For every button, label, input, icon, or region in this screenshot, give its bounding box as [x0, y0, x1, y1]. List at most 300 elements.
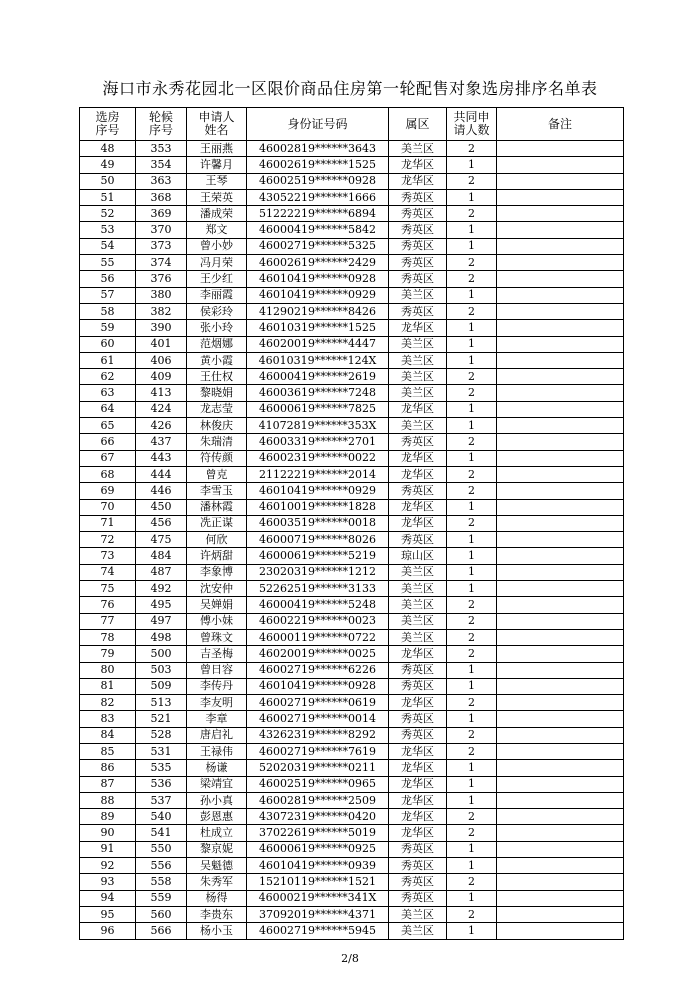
waiting-number-cell: 390	[136, 320, 187, 336]
id-number-cell: 46020019******4447	[247, 336, 389, 352]
applicant-name-cell: 王丽燕	[187, 141, 247, 157]
applicant-name-cell: 沈安仲	[187, 581, 247, 597]
co-applicant-count-cell: 1	[447, 238, 497, 254]
remarks-cell	[497, 499, 624, 515]
co-applicant-count-cell: 2	[447, 874, 497, 890]
district-cell: 龙华区	[389, 499, 447, 515]
selection-number-cell: 61	[80, 352, 136, 368]
waiting-number-cell: 369	[136, 206, 187, 222]
selection-number-cell: 91	[80, 841, 136, 857]
waiting-number-cell: 487	[136, 564, 187, 580]
remarks-cell	[497, 678, 624, 694]
table-row	[80, 336, 624, 352]
district-cell: 美兰区	[389, 923, 447, 939]
selection-number-cell: 71	[80, 515, 136, 531]
waiting-number-cell: 370	[136, 222, 187, 238]
table-header-row	[80, 108, 624, 141]
applicant-name-cell: 林俊庆	[187, 418, 247, 434]
selection-number-cell: 83	[80, 711, 136, 727]
table-row	[80, 760, 624, 776]
district-cell: 美兰区	[389, 613, 447, 629]
id-number-cell: 46000419******5248	[247, 597, 389, 613]
selection-number-cell: 50	[80, 173, 136, 189]
applicant-name-cell: 曾克	[187, 466, 247, 482]
applicant-name-cell: 王琴	[187, 173, 247, 189]
table-row	[80, 418, 624, 434]
table-row	[80, 450, 624, 466]
co-applicant-count-cell: 1	[447, 450, 497, 466]
remarks-cell	[497, 157, 624, 173]
table-row	[80, 173, 624, 189]
waiting-number-cell: 475	[136, 532, 187, 548]
selection-number-cell: 53	[80, 222, 136, 238]
co-applicant-count-cell: 2	[447, 434, 497, 450]
co-applicant-count-cell: 2	[447, 483, 497, 499]
district-cell: 美兰区	[389, 564, 447, 580]
applicant-name-cell: 彭恩惠	[187, 809, 247, 825]
id-number-cell: 15210119******1521	[247, 874, 389, 890]
id-number-cell: 41290219******8426	[247, 303, 389, 319]
remarks-cell	[497, 809, 624, 825]
waiting-number-cell: 498	[136, 629, 187, 645]
remarks-cell	[497, 858, 624, 874]
remarks-cell	[497, 336, 624, 352]
remarks-cell	[497, 352, 624, 368]
table-row	[80, 238, 624, 254]
co-applicant-count-cell: 1	[447, 189, 497, 205]
table-row	[80, 303, 624, 319]
id-number-cell: 46003619******7248	[247, 385, 389, 401]
id-number-cell: 46002519******0928	[247, 173, 389, 189]
district-cell: 美兰区	[389, 581, 447, 597]
co-applicant-count-cell: 2	[447, 173, 497, 189]
remarks-cell	[497, 238, 624, 254]
co-applicant-count-cell: 1	[447, 841, 497, 857]
id-number-cell: 51222219******6894	[247, 206, 389, 222]
co-applicant-count-cell: 1	[447, 581, 497, 597]
district-cell: 秀英区	[389, 874, 447, 890]
waiting-number-cell: 446	[136, 483, 187, 499]
table-row	[80, 825, 624, 841]
table-row	[80, 564, 624, 580]
waiting-number-cell: 531	[136, 743, 187, 759]
ranking-table	[79, 107, 624, 940]
co-applicant-count-cell: 1	[447, 352, 497, 368]
remarks-cell	[497, 303, 624, 319]
remarks-cell	[497, 401, 624, 417]
selection-number-cell: 73	[80, 548, 136, 564]
waiting-number-cell: 556	[136, 858, 187, 874]
applicant-name-cell: 曾小妙	[187, 238, 247, 254]
selection-number-cell: 67	[80, 450, 136, 466]
remarks-cell	[497, 564, 624, 580]
id-number-cell: 46010419******0939	[247, 858, 389, 874]
header-waiting-number: 轮候 序号	[136, 108, 187, 141]
remarks-cell	[497, 695, 624, 711]
waiting-number-cell: 382	[136, 303, 187, 319]
co-applicant-count-cell: 1	[447, 890, 497, 906]
waiting-number-cell: 373	[136, 238, 187, 254]
header-selection-number: 选房 序号	[80, 108, 136, 141]
id-number-cell: 46002719******5325	[247, 238, 389, 254]
district-cell: 龙华区	[389, 450, 447, 466]
waiting-number-cell: 550	[136, 841, 187, 857]
table-row	[80, 255, 624, 271]
district-cell: 龙华区	[389, 792, 447, 808]
co-applicant-count-cell: 1	[447, 711, 497, 727]
co-applicant-count-cell: 2	[447, 303, 497, 319]
waiting-number-cell: 443	[136, 450, 187, 466]
co-applicant-count-cell: 1	[447, 760, 497, 776]
waiting-number-cell: 535	[136, 760, 187, 776]
applicant-name-cell: 杨谦	[187, 760, 247, 776]
co-applicant-count-cell: 1	[447, 548, 497, 564]
co-applicant-count-cell: 2	[447, 809, 497, 825]
applicant-name-cell: 吉圣梅	[187, 646, 247, 662]
waiting-number-cell: 500	[136, 646, 187, 662]
table-row	[80, 743, 624, 759]
selection-number-cell: 57	[80, 287, 136, 303]
co-applicant-count-cell: 1	[447, 858, 497, 874]
table-row	[80, 792, 624, 808]
district-cell: 龙华区	[389, 173, 447, 189]
table-row	[80, 662, 624, 678]
applicant-name-cell: 李雪玉	[187, 483, 247, 499]
applicant-name-cell: 杨得	[187, 890, 247, 906]
applicant-name-cell: 黎京妮	[187, 841, 247, 857]
selection-number-cell: 66	[80, 434, 136, 450]
id-number-cell: 46010419******0928	[247, 678, 389, 694]
header-remarks: 备注	[497, 108, 624, 141]
co-applicant-count-cell: 2	[447, 695, 497, 711]
id-number-cell: 46010419******0929	[247, 483, 389, 499]
co-applicant-count-cell: 2	[447, 466, 497, 482]
selection-number-cell: 87	[80, 776, 136, 792]
table-row	[80, 646, 624, 662]
selection-number-cell: 94	[80, 890, 136, 906]
applicant-name-cell: 李传丹	[187, 678, 247, 694]
remarks-cell	[497, 613, 624, 629]
id-number-cell: 46002319******0022	[247, 450, 389, 466]
waiting-number-cell: 537	[136, 792, 187, 808]
selection-number-cell: 59	[80, 320, 136, 336]
waiting-number-cell: 503	[136, 662, 187, 678]
table-row	[80, 369, 624, 385]
remarks-cell	[497, 206, 624, 222]
remarks-cell	[497, 385, 624, 401]
waiting-number-cell: 540	[136, 809, 187, 825]
applicant-name-cell: 王荣英	[187, 189, 247, 205]
co-applicant-count-cell: 2	[447, 385, 497, 401]
selection-number-cell: 62	[80, 369, 136, 385]
co-applicant-count-cell: 2	[447, 369, 497, 385]
waiting-number-cell: 368	[136, 189, 187, 205]
table-row	[80, 581, 624, 597]
id-number-cell: 46002719******5945	[247, 923, 389, 939]
co-applicant-count-cell: 2	[447, 613, 497, 629]
waiting-number-cell: 566	[136, 923, 187, 939]
applicant-name-cell: 张小玲	[187, 320, 247, 336]
district-cell: 美兰区	[389, 418, 447, 434]
remarks-cell	[497, 434, 624, 450]
id-number-cell: 46003319******2701	[247, 434, 389, 450]
selection-number-cell: 75	[80, 581, 136, 597]
selection-number-cell: 55	[80, 255, 136, 271]
co-applicant-count-cell: 2	[447, 271, 497, 287]
id-number-cell: 46010419******0928	[247, 271, 389, 287]
table-row	[80, 206, 624, 222]
applicant-name-cell: 黄小霞	[187, 352, 247, 368]
remarks-cell	[497, 662, 624, 678]
table-row	[80, 401, 624, 417]
remarks-cell	[497, 418, 624, 434]
remarks-cell	[497, 450, 624, 466]
table-row	[80, 874, 624, 890]
applicant-name-cell: 龙志莹	[187, 401, 247, 417]
applicant-name-cell: 潘林霞	[187, 499, 247, 515]
co-applicant-count-cell: 1	[447, 287, 497, 303]
id-number-cell: 43262319******8292	[247, 727, 389, 743]
applicant-name-cell: 曾珠文	[187, 629, 247, 645]
district-cell: 美兰区	[389, 597, 447, 613]
co-applicant-count-cell: 1	[447, 336, 497, 352]
co-applicant-count-cell: 1	[447, 662, 497, 678]
waiting-number-cell: 528	[136, 727, 187, 743]
id-number-cell: 46002719******0619	[247, 695, 389, 711]
district-cell: 龙华区	[389, 743, 447, 759]
id-number-cell: 46002719******6226	[247, 662, 389, 678]
co-applicant-count-cell: 2	[447, 255, 497, 271]
district-cell: 龙华区	[389, 320, 447, 336]
remarks-cell	[497, 727, 624, 743]
table-row	[80, 548, 624, 564]
selection-number-cell: 64	[80, 401, 136, 417]
id-number-cell: 21122219******2014	[247, 466, 389, 482]
district-cell: 秀英区	[389, 255, 447, 271]
applicant-name-cell: 吴魁德	[187, 858, 247, 874]
co-applicant-count-cell: 2	[447, 629, 497, 645]
selection-number-cell: 77	[80, 613, 136, 629]
id-number-cell: 46000419******2619	[247, 369, 389, 385]
co-applicant-count-cell: 1	[447, 320, 497, 336]
id-number-cell: 37092019******4371	[247, 906, 389, 922]
selection-number-cell: 58	[80, 303, 136, 319]
district-cell: 美兰区	[389, 629, 447, 645]
district-cell: 秀英区	[389, 890, 447, 906]
table-row	[80, 890, 624, 906]
remarks-cell	[497, 287, 624, 303]
remarks-cell	[497, 646, 624, 662]
district-cell: 龙华区	[389, 760, 447, 776]
id-number-cell: 46000619******0925	[247, 841, 389, 857]
applicant-name-cell: 李友明	[187, 695, 247, 711]
co-applicant-count-cell: 2	[447, 727, 497, 743]
table-row	[80, 776, 624, 792]
selection-number-cell: 88	[80, 792, 136, 808]
selection-number-cell: 72	[80, 532, 136, 548]
co-applicant-count-cell: 1	[447, 564, 497, 580]
applicant-name-cell: 冯月荣	[187, 255, 247, 271]
district-cell: 美兰区	[389, 906, 447, 922]
selection-number-cell: 86	[80, 760, 136, 776]
waiting-number-cell: 424	[136, 401, 187, 417]
header-applicant-name: 申请人 姓名	[187, 108, 247, 141]
remarks-cell	[497, 141, 624, 157]
applicant-name-cell: 孙小真	[187, 792, 247, 808]
district-cell: 龙华区	[389, 646, 447, 662]
applicant-name-cell: 许炳甜	[187, 548, 247, 564]
applicant-name-cell: 曾日容	[187, 662, 247, 678]
waiting-number-cell: 380	[136, 287, 187, 303]
co-applicant-count-cell: 1	[447, 678, 497, 694]
co-applicant-count-cell: 2	[447, 825, 497, 841]
id-number-cell: 46010319******1525	[247, 320, 389, 336]
district-cell: 龙华区	[389, 695, 447, 711]
remarks-cell	[497, 825, 624, 841]
table-row	[80, 271, 624, 287]
applicant-name-cell: 唐启礼	[187, 727, 247, 743]
co-applicant-count-cell: 1	[447, 222, 497, 238]
applicant-name-cell: 黎晓娟	[187, 385, 247, 401]
district-cell: 秀英区	[389, 727, 447, 743]
waiting-number-cell: 363	[136, 173, 187, 189]
remarks-cell	[497, 189, 624, 205]
district-cell: 秀英区	[389, 434, 447, 450]
co-applicant-count-cell: 2	[447, 141, 497, 157]
id-number-cell: 46002819******2509	[247, 792, 389, 808]
remarks-cell	[497, 890, 624, 906]
table-row	[80, 532, 624, 548]
header-co-applicants: 共同申 请人数	[447, 108, 497, 141]
district-cell: 美兰区	[389, 352, 447, 368]
selection-number-cell: 89	[80, 809, 136, 825]
id-number-cell: 37022619******5019	[247, 825, 389, 841]
table-row	[80, 695, 624, 711]
table-row	[80, 483, 624, 499]
applicant-name-cell: 杨小玉	[187, 923, 247, 939]
selection-number-cell: 85	[80, 743, 136, 759]
table-row	[80, 189, 624, 205]
district-cell: 秀英区	[389, 189, 447, 205]
table-row	[80, 352, 624, 368]
remarks-cell	[497, 841, 624, 857]
district-cell: 秀英区	[389, 532, 447, 548]
remarks-cell	[497, 629, 624, 645]
applicant-name-cell: 冼正谋	[187, 515, 247, 531]
applicant-name-cell: 王少红	[187, 271, 247, 287]
id-number-cell: 41072819******353X	[247, 418, 389, 434]
district-cell: 秀英区	[389, 303, 447, 319]
applicant-name-cell: 潘成荣	[187, 206, 247, 222]
waiting-number-cell: 456	[136, 515, 187, 531]
applicant-name-cell: 傅小妹	[187, 613, 247, 629]
table-row	[80, 809, 624, 825]
selection-number-cell: 56	[80, 271, 136, 287]
district-cell: 秀英区	[389, 858, 447, 874]
district-cell: 琼山区	[389, 548, 447, 564]
remarks-cell	[497, 792, 624, 808]
selection-number-cell: 65	[80, 418, 136, 434]
remarks-cell	[497, 776, 624, 792]
district-cell: 秀英区	[389, 841, 447, 857]
waiting-number-cell: 413	[136, 385, 187, 401]
selection-number-cell: 81	[80, 678, 136, 694]
id-number-cell: 52262519******3133	[247, 581, 389, 597]
remarks-cell	[497, 466, 624, 482]
district-cell: 龙华区	[389, 776, 447, 792]
selection-number-cell: 78	[80, 629, 136, 645]
table-row	[80, 613, 624, 629]
applicant-name-cell: 杜成立	[187, 825, 247, 841]
applicant-name-cell: 李丽霞	[187, 287, 247, 303]
table-row	[80, 141, 624, 157]
selection-number-cell: 69	[80, 483, 136, 499]
id-number-cell: 46002619******1525	[247, 157, 389, 173]
district-cell: 秀英区	[389, 271, 447, 287]
table-row	[80, 923, 624, 939]
co-applicant-count-cell: 1	[447, 792, 497, 808]
selection-number-cell: 93	[80, 874, 136, 890]
remarks-cell	[497, 548, 624, 564]
selection-number-cell: 70	[80, 499, 136, 515]
waiting-number-cell: 495	[136, 597, 187, 613]
table-row	[80, 727, 624, 743]
table-row	[80, 515, 624, 531]
selection-number-cell: 68	[80, 466, 136, 482]
selection-number-cell: 49	[80, 157, 136, 173]
selection-number-cell: 84	[80, 727, 136, 743]
remarks-cell	[497, 173, 624, 189]
remarks-cell	[497, 320, 624, 336]
id-number-cell: 43072319******0420	[247, 809, 389, 825]
district-cell: 秀英区	[389, 206, 447, 222]
id-number-cell: 46000119******0722	[247, 629, 389, 645]
id-number-cell: 52020319******0211	[247, 760, 389, 776]
remarks-cell	[497, 711, 624, 727]
waiting-number-cell: 492	[136, 581, 187, 597]
table-row	[80, 434, 624, 450]
applicant-name-cell: 李象博	[187, 564, 247, 580]
id-number-cell: 46000219******341X	[247, 890, 389, 906]
table-row	[80, 858, 624, 874]
table-row	[80, 711, 624, 727]
table-row	[80, 499, 624, 515]
id-number-cell: 46002619******2429	[247, 255, 389, 271]
page-title: 海口市永秀花园北一区限价商品住房第一轮配售对象选房排序名单表	[102, 79, 598, 98]
selection-number-cell: 96	[80, 923, 136, 939]
co-applicant-count-cell: 1	[447, 499, 497, 515]
applicant-name-cell: 李贵东	[187, 906, 247, 922]
remarks-cell	[497, 581, 624, 597]
waiting-number-cell: 354	[136, 157, 187, 173]
selection-number-cell: 79	[80, 646, 136, 662]
waiting-number-cell: 353	[136, 141, 187, 157]
id-number-cell: 46010319******124X	[247, 352, 389, 368]
selection-number-cell: 63	[80, 385, 136, 401]
remarks-cell	[497, 369, 624, 385]
district-cell: 龙华区	[389, 825, 447, 841]
id-number-cell: 46000619******5219	[247, 548, 389, 564]
waiting-number-cell: 484	[136, 548, 187, 564]
remarks-cell	[497, 271, 624, 287]
table-row	[80, 157, 624, 173]
waiting-number-cell: 509	[136, 678, 187, 694]
selection-number-cell: 48	[80, 141, 136, 157]
table-row	[80, 678, 624, 694]
applicant-name-cell: 王禄伟	[187, 743, 247, 759]
header-district: 属区	[389, 108, 447, 141]
co-applicant-count-cell: 1	[447, 532, 497, 548]
